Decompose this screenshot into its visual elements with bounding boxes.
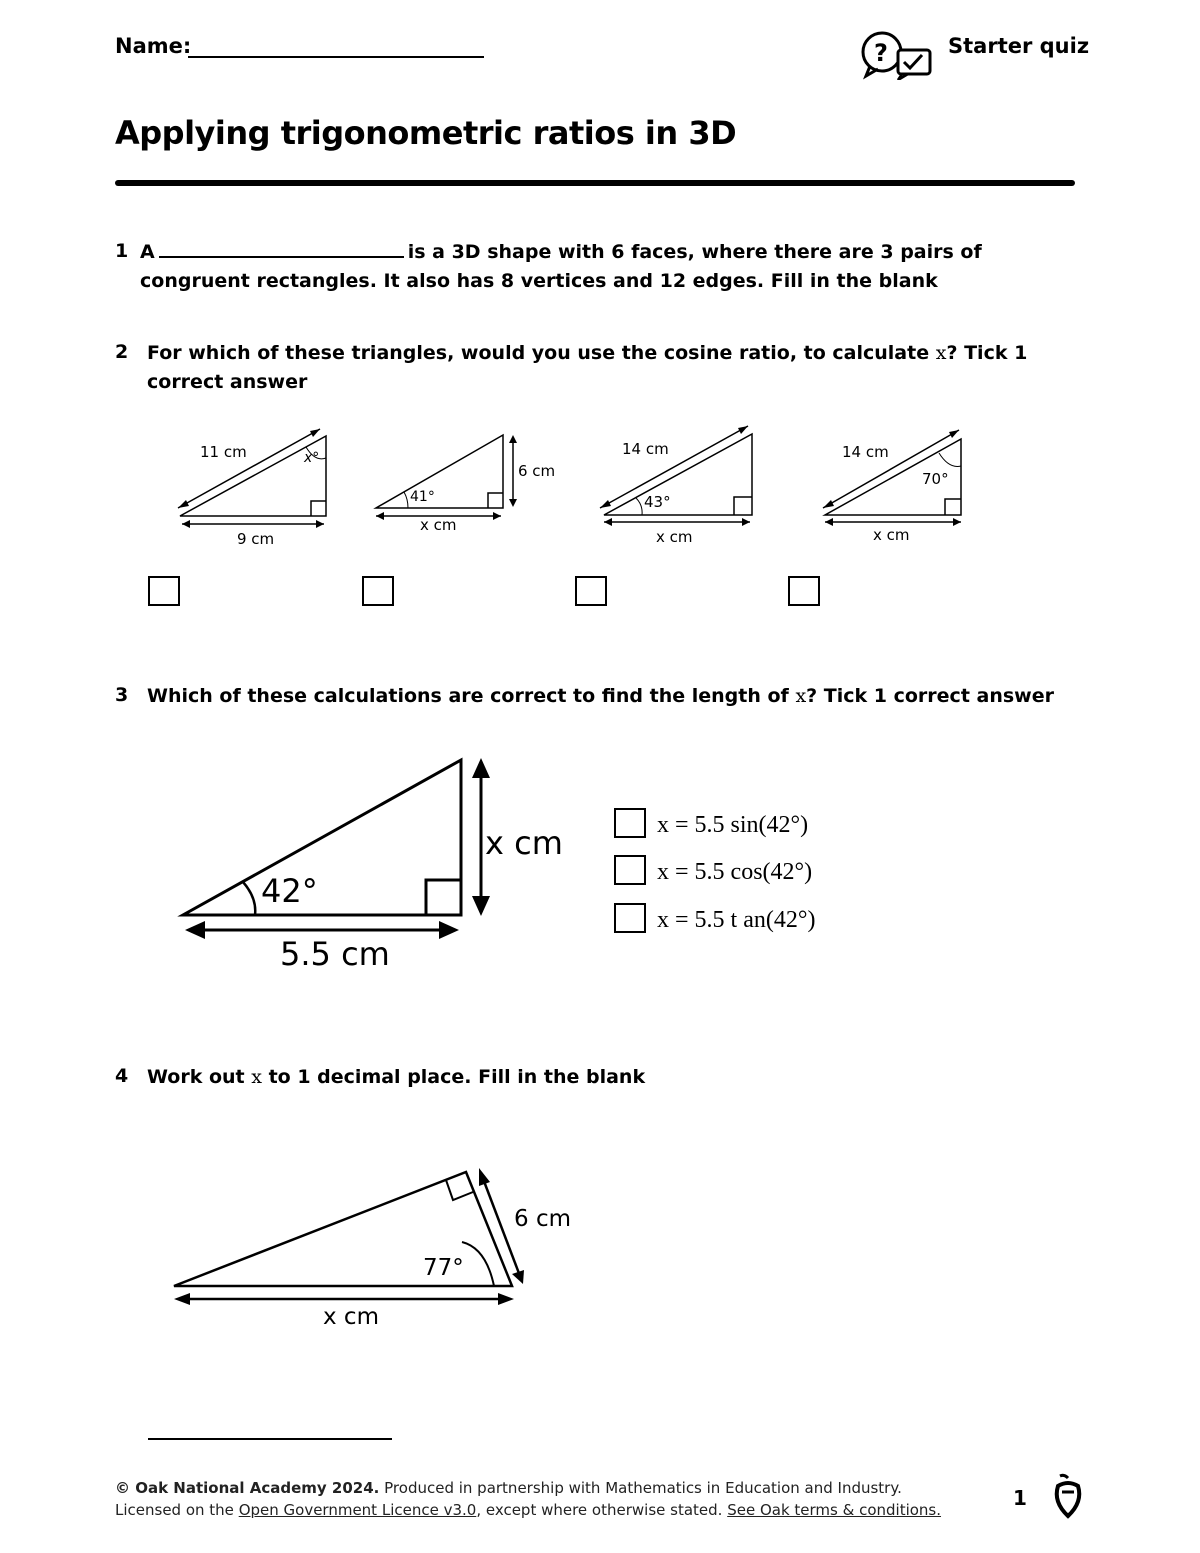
footer-except: , except where otherwise stated. <box>476 1501 728 1519</box>
terms-link[interactable]: See Oak terms & conditions. <box>727 1501 942 1519</box>
q4-side-label: 6 cm <box>514 1206 571 1232</box>
q2-text-c: correct answer <box>147 371 308 393</box>
question-1-number: 1 <box>115 240 129 262</box>
q2-triangle-d <box>815 422 975 547</box>
footnote-divider <box>148 1438 392 1440</box>
q4-text-b: to 1 decimal place. Fill in the blank <box>268 1066 646 1088</box>
question-4-number: 4 <box>115 1065 129 1087</box>
q3-checkbox-b[interactable] <box>614 855 646 885</box>
q2a-base-label: 9 cm <box>237 530 275 548</box>
q2c-base-label: x cm <box>656 528 693 546</box>
q2-text-b: ? Tick 1 <box>946 342 1028 364</box>
q2d-hyp-label: 14 cm <box>842 443 889 461</box>
q2d-angle-label: 70° <box>922 470 949 488</box>
q2-triangle-c <box>592 418 767 548</box>
quiz-type-label: Starter quiz <box>948 34 1090 58</box>
footer-copyright: © Oak National Academy 2024. <box>115 1479 380 1497</box>
page-title: Applying trigonometric ratios in 3D <box>115 114 737 152</box>
question-speech-check-icon <box>858 28 938 80</box>
oak-acorn-logo-icon <box>1050 1472 1086 1520</box>
q2b-base-label: x cm <box>420 516 457 534</box>
q2c-angle-label: 43° <box>644 493 671 511</box>
q2-checkbox-c[interactable] <box>575 576 607 606</box>
q2-checkbox-b[interactable] <box>362 576 394 606</box>
question-2-number: 2 <box>115 341 129 363</box>
q1-text-b: is a 3D shape with 6 faces, where there are 3 pairs of <box>407 241 982 263</box>
q3-base-label: 5.5 cm <box>280 935 390 973</box>
footer-licensed: Licensed on the <box>115 1501 239 1519</box>
q4-base-label: x cm <box>323 1304 379 1330</box>
question-2-text <box>147 339 1047 397</box>
q4-angle-label: 77° <box>423 1255 464 1281</box>
q2-checkbox-a[interactable] <box>148 576 180 606</box>
q3-checkbox-c[interactable] <box>614 903 646 933</box>
q2-triangle-a <box>170 420 340 550</box>
question-1-text <box>140 238 1040 296</box>
q3-variable: x <box>795 685 807 707</box>
q1-text-a: A <box>140 241 155 263</box>
q3-text-a: Which of these calculations are correct to find the length of <box>147 685 789 707</box>
q1-answer-blank[interactable] <box>159 238 404 258</box>
q3-option-a: x = 5.5 sin(42°) <box>657 812 809 838</box>
licence-link[interactable]: Open Government Licence v3.0 <box>238 1501 477 1519</box>
q1-text-c: congruent rectangles. It also has 8 vertices and 12 edges. Fill in the blank <box>140 270 938 292</box>
q2c-hyp-label: 14 cm <box>622 440 669 458</box>
q2a-hyp-label: 11 cm <box>200 443 247 461</box>
name-label: Name: <box>115 34 192 58</box>
q3-text-b: ? Tick 1 correct answer <box>806 685 1054 707</box>
q2-variable: x <box>935 342 947 364</box>
page-number: 1 <box>1013 1486 1027 1510</box>
question-3-text <box>147 682 1087 711</box>
q2b-angle-label: 41° <box>410 489 435 505</box>
q2-text-a: For which of these triangles, would you use the cosine ratio, to calculate <box>147 342 930 364</box>
svg-text:?: ? <box>874 39 888 67</box>
q4-text-a: Work out <box>147 1066 245 1088</box>
q3-option-b: x = 5.5 cos(42°) <box>657 859 813 885</box>
q3-checkbox-a[interactable] <box>614 808 646 838</box>
name-field[interactable] <box>188 56 484 58</box>
q3-option-c: x = 5.5 t an(42°) <box>657 907 816 933</box>
q4-triangle <box>168 1160 588 1335</box>
q4-variable: x <box>251 1066 262 1088</box>
q2-triangle-b <box>370 425 570 540</box>
q3-triangle <box>175 752 575 977</box>
question-4-text <box>147 1063 1047 1092</box>
q3-angle-label: 42° <box>261 872 318 910</box>
q2b-side-label: 6 cm <box>518 462 556 480</box>
q2d-base-label: x cm <box>873 526 910 544</box>
q3-side-label: x cm <box>485 824 563 862</box>
title-divider <box>115 180 1075 186</box>
footer-partnership: Produced in partnership with Mathematics in Education and Industry. <box>379 1479 902 1497</box>
q2a-angle-label: x° <box>304 450 320 466</box>
q2-checkbox-d[interactable] <box>788 576 820 606</box>
footer-text <box>115 1477 941 1521</box>
question-3-number: 3 <box>115 684 129 706</box>
